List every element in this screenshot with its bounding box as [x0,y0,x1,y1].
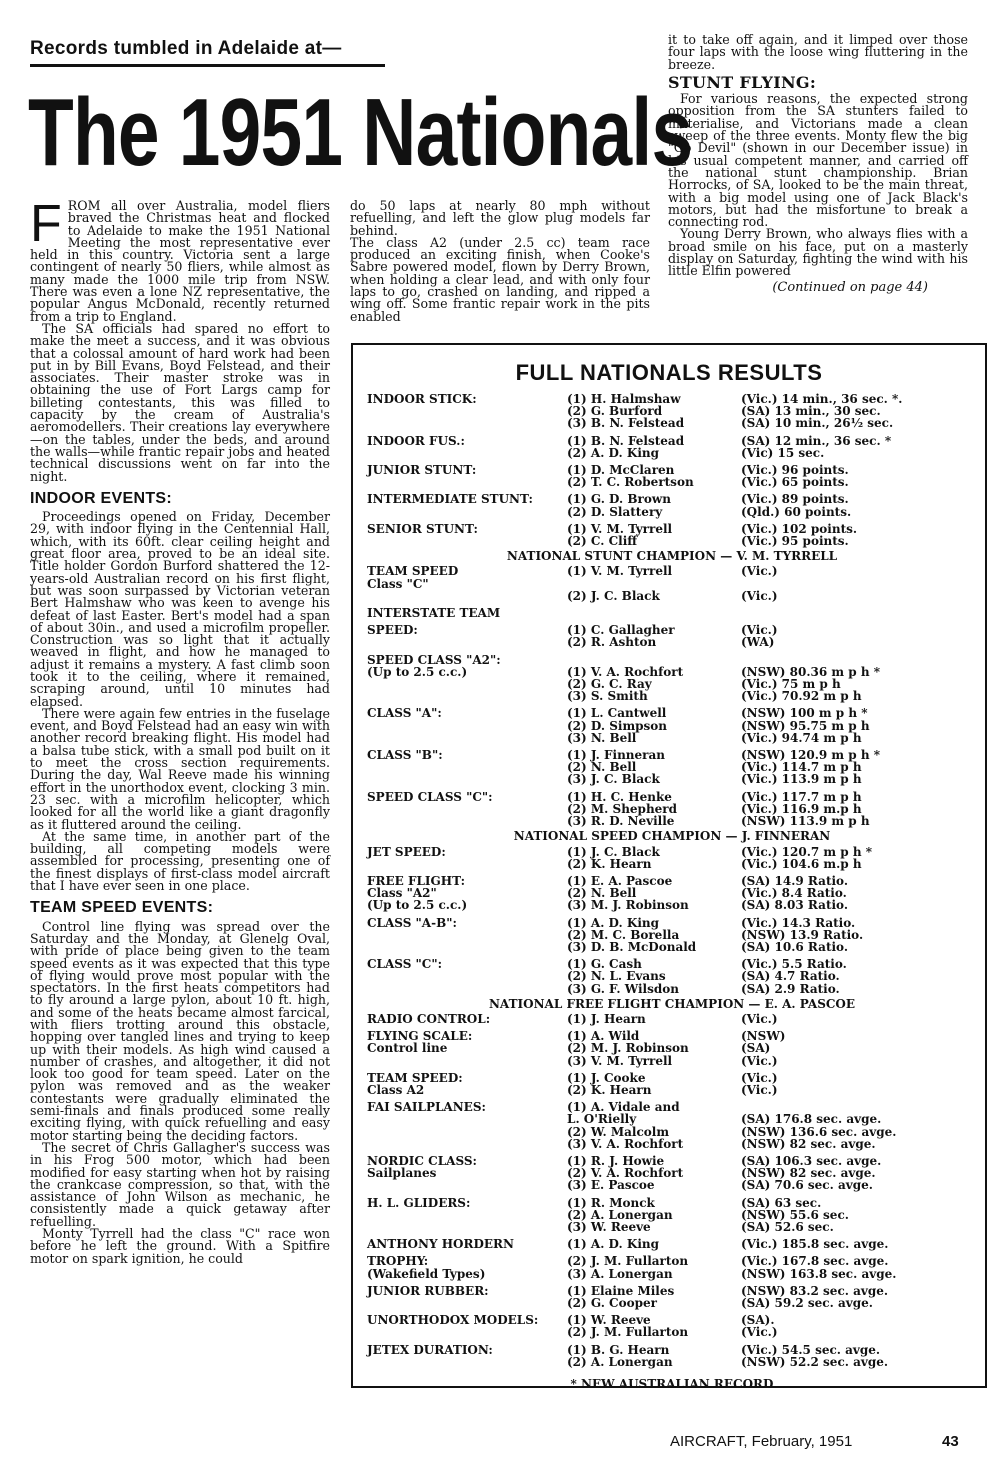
result-row [367,1013,977,1025]
result-row [367,1356,977,1368]
result-value: (SA) 52.6 sec. [741,1219,834,1234]
record-note: * NEW AUSTRALIAN RECORD [570,1377,774,1392]
result-row [367,983,977,995]
placing: (2) A. Lonergan [567,1354,673,1369]
result-row [367,578,977,590]
middle-column [350,200,650,323]
result-row [367,773,977,785]
placing: (2) J. M. Fullarton [567,1254,689,1269]
placing: (2) V. A. Rochfort [567,1166,684,1181]
placing: (2) D. Simpson [567,718,668,733]
result-value: (Vic.) 65 points. [741,475,849,490]
event-name: (Up to 2.5 c.c.) [367,664,468,679]
event-name: TEAM SPEED: [367,1070,463,1085]
event-name [367,803,567,815]
placing: (1) J. C. Black [567,844,660,859]
result-value: (Vic.) 120.7 m p h * [741,844,873,859]
event-name [367,720,567,732]
placing: (3) J. C. Black [567,772,660,787]
result-value: (SA) 14.9 Ratio. [741,873,849,888]
placing: (1) B. N. Felstead [567,433,685,448]
champion-line: NATIONAL FREE FLIGHT CHAMPION — E. A. PASCOE [488,996,856,1011]
event-name: CLASS "A": [367,706,442,721]
placing: (1) J. Finneran [567,748,665,763]
event-name [367,1113,567,1125]
result-row [367,476,977,488]
event-name [367,929,567,941]
result-row [367,1285,977,1297]
placing: (1) E. A. Pascoe [567,873,673,888]
result-value: (SA) 176.8 sec. avge. [741,1112,882,1127]
result-row [367,636,977,648]
kicker-rule [30,64,385,67]
event-name: Class "C" [367,576,429,591]
indoor-heading: INDOOR EVENTS: [30,489,172,507]
results-title: FULL NATIONALS RESULTS [515,360,823,385]
result-row [367,970,977,982]
result-value: (NSW) 95.75 m p h [741,718,870,733]
event-name: INTERMEDIATE STUNT: [367,492,533,507]
event-name [367,417,567,429]
placing: (1) G. Cash [567,957,642,972]
result-row [367,1326,977,1338]
placing: (1) H. Halmshaw [567,392,681,406]
result-value: (Vic.) 95 points. [741,534,849,549]
result-value: (Vic) 15 sec. [741,445,825,460]
placing: (2) J. M. Fullarton [567,1325,689,1340]
result-value: (Vic.) 89 points. [741,492,849,507]
result-row [367,899,977,911]
right-column [668,34,968,294]
event-name [367,1138,567,1150]
event-name: JETEX DURATION: [367,1342,493,1357]
result-value: (SA) [741,1041,771,1056]
results-box [351,343,987,1392]
event-name [367,678,567,690]
page-number: 43 [942,1433,959,1450]
event-name: INDOOR STICK: [367,392,477,406]
result-row [367,1072,977,1084]
placing [567,578,741,590]
kicker-headline: Records tumbled in Adelaide at— [30,38,342,59]
indoor-para-3: At the same time, in another part of the building, all competing models were assembled for processing, presenting one of the finest displays of first-class model aircraft that I have ever seen in one place. [30,828,330,894]
event-name: ANTHONY HORDERN [367,1237,514,1252]
result-row [367,393,977,405]
event-name [367,815,567,827]
result-value: (Vic.) 113.9 m p h [741,772,862,787]
event-name [367,1209,567,1221]
result-row [367,1179,977,1191]
result-value: (SA) 10 min., 26½ sec. [741,416,894,431]
result-row [367,1344,977,1356]
placing: (1) J. Hearn [567,1011,646,1026]
result-row [367,1255,977,1267]
result-value: (SA) 59.2 sec. avge. [741,1296,873,1310]
stunt-para-2: Young Derry Brown, who always flies with a broad smile on his face, put on a masterly display on Saturday, fighting the wind with his little Elfin powered [668,226,968,279]
placing: L. O'Rielly [567,1112,637,1127]
event-name: RADIO CONTROL: [367,1011,491,1026]
placing: (3) W. Reeve [567,1219,651,1234]
result-row [367,1209,977,1221]
event-name [367,535,567,547]
event-name [367,447,567,459]
article-title: The 1951 Nationals [28,79,693,186]
event-name: SPEED: [367,623,418,638]
result-row [367,565,977,577]
result-row [367,1221,977,1233]
result-value: (SA) 106.3 sec. avge. [741,1153,882,1168]
placing: (3) V. M. Tyrrell [567,1053,673,1068]
result-value: (Vic.) 116.9 m.p h [741,801,862,816]
result-value: (SA) 4.7 Ratio. [741,969,840,984]
team-heading: TEAM SPEED EVENTS: [30,899,214,917]
placing: (2) N. Bell [567,760,637,775]
placing: (1) L. Cantwell [567,706,667,721]
team-para-3: Monty Tyrrell had the class "C" race won before he left the ground. With a Spitfire motor on spark ignition, he could [30,1226,330,1266]
event-name: INDOOR FUS.: [367,433,465,448]
event-name [367,590,567,602]
result-row [367,1197,977,1209]
event-name: FAI SAILPLANES: [367,1100,486,1115]
event-name [367,1356,567,1368]
result-value: (NSW) 120.9 m p h * [741,748,881,763]
result-value: (SA) 13 min., 30 sec. [741,404,881,419]
result-value: (Vic.) 94.74 m p h [741,730,862,745]
result-value: (NSW) 113.9 m p h [741,814,870,829]
event-name: H. L. GLIDERS: [367,1195,471,1210]
placing: (2) D. Slattery [567,504,663,519]
event-name [367,983,567,995]
result-row [367,846,977,858]
event-name [367,1126,567,1138]
placing: (2) W. Malcolm [567,1124,670,1139]
event-name [367,690,567,702]
result-row [367,707,977,719]
result-row [367,958,977,970]
drop-cap: F [30,195,62,253]
placing: (3) R. D. Neville [567,814,675,829]
result-value: (Vic.) 102 points. [741,521,858,536]
event-name: JET SPEED: [367,844,446,859]
placing: (1) A. Wild [567,1029,640,1044]
event-name: (Up to 2.5 c.c.) [367,898,468,913]
result-row [367,1042,977,1054]
placing: (2) N. Bell [567,886,637,901]
event-name: FLYING SCALE: [367,1029,473,1044]
placing: (3) A. Lonergan [567,1266,673,1281]
result-row [367,720,977,732]
event-name [367,732,567,744]
result-row [367,590,977,602]
placing: (1) B. G. Hearn [567,1342,670,1357]
result-row [367,858,977,870]
result-value: (Vic.) [741,623,778,638]
placing: (1) H. C. Henke [567,789,672,804]
result-value: (Vic.) [741,1011,778,1026]
event-name [367,405,567,417]
champion-line: NATIONAL SPEED CHAMPION — J. FINNERAN [513,829,831,844]
event-name: Class "A2" [367,886,437,901]
placing [567,607,741,619]
result-value: (Vic.) 185.8 sec. avge. [741,1237,889,1252]
right-para-1: it to take off again, and it limped over those four laps with the loose wing fluttering in the breeze. [668,32,968,72]
intro-para [30,195,330,324]
placing: (2) M. Shepherd [567,801,678,816]
placing: (1) G. D. Brown [567,492,671,507]
event-name: FREE FLIGHT: [367,873,466,888]
result-value: (NSW) 83.2 sec. avge. [741,1283,889,1298]
event-name [367,858,567,870]
event-name: JUNIOR STUNT: [367,463,477,478]
result-value: (NSW) 52.2 sec. avge. [741,1354,889,1369]
results-table [367,393,977,1390]
champion-line: NATIONAL STUNT CHAMPION — V. M. TYRRELL [506,549,838,564]
placing: (1) J. Cooke [567,1070,646,1085]
event-name [367,1179,567,1191]
event-name: TEAM SPEED [367,564,459,579]
placing: (2) G. Cooper [567,1296,657,1310]
event-name [367,761,567,773]
result-value: (Qld.) 60 points. [741,504,852,519]
placing: (1) C. Gallagher [567,623,675,638]
event-name: JUNIOR RUBBER: [367,1283,489,1298]
result-row [367,417,977,429]
team-para-2: The secret of Chris Gallagher's success was in his Frog 500 motor, which had been modified for easy starting when hot by raising the crankcase compression, so that, with the assistance of John Wilson as mechanic, he consistently made a quick getaway after refuelling. [30,1139,330,1229]
result-row [367,666,977,678]
placing: (3) M. J. Robinson [567,898,689,913]
result-row [367,678,977,690]
event-name: CLASS "A-B": [367,915,457,930]
continued-note: (Continued on page 44) [772,279,928,295]
intro-text: ROM all over Australia, model fliers braved the Christmas heat and flocked to Adelaide to make the 1951 National Meeting the most representative ever held in this country. Victoria sent a large contingent of nearly 50 fliers, while almost as many made the 1000 mile trip from NSW. There was even a lone NZ representative, the popular Angus McDonald, recently returned from a trip to England. [30,198,330,324]
indoor-para-1: Proceedings opened on Friday, December 29, with indoor flying in the Centennial Hall, which, with its 60ft. clear ceiling height and great floor area, proved to be an ideal site. Title holder Gordon Burford shattered the 12-years-old Australian record on his first flight, but was soon surpassed by Victorian veteran Bert Halmshaw who was keen to avenge his defeat of last Easter. Bert's model had a span of about 30in., and used a microfilm propeller. Construction was so light that it actually weaved in flight, and how he managed to adjust it remains a mystery. A fast climb soon took it to the ceiling, where it remained, scraping around, until 10 minutes had elapsed. [30,509,330,709]
placing: (2) T. C. Robertson [567,475,694,490]
result-row [367,1297,977,1309]
event-name [367,1221,567,1233]
result-value: (SA) 2.9 Ratio. [741,981,840,996]
placing: (1) W. Reeve [567,1313,651,1328]
result-row [367,1138,977,1150]
event-name: CLASS "C": [367,957,443,972]
result-value: (Vic.) 8.4 Ratio. [741,886,847,901]
result-row [367,506,977,518]
result-row [367,523,977,535]
placing: (2) K. Hearn [567,1082,652,1097]
result-row [367,1238,977,1250]
placing: (1) A. Vidale and [567,1100,680,1115]
result-value: (Vic.) [741,1082,778,1097]
placing: (3) D. B. McDonald [567,939,697,954]
result-row [367,761,977,773]
result-value: (Vic.) 117.7 m p h [741,789,862,804]
placing: (2) M. J. Robinson [567,1041,689,1056]
result-value: (NSW) 136.6 sec. avge. [741,1124,897,1139]
result-row [367,493,977,505]
placing: (1) D. McClaren [567,463,675,478]
event-name: Control line [367,1041,448,1056]
placing: (1) V. M. Tyrrell [567,564,673,579]
result-value: (Vic.) 5.5 Ratio. [741,957,847,972]
result-value: (SA) 70.6 sec. avge. [741,1178,873,1193]
result-row [367,875,977,887]
result-row [367,749,977,761]
placing: (1) A. D. King [567,915,659,930]
event-name: TROPHY: [367,1254,429,1269]
placing: (2) G. Burford [567,404,663,419]
result-value: (Vic.) 14 min., 36 sec. *. [741,392,903,406]
placing: (3) B. N. Felstead [567,416,685,431]
result-value: (NSW) 163.8 sec. avge. [741,1266,897,1281]
placing: (2) N. L. Evans [567,969,666,984]
result-value: (Vic.) [741,1325,778,1340]
event-name: Class A2 [367,1082,425,1097]
result-row [367,447,977,459]
result-row [367,624,977,636]
event-name: INTERSTATE TEAM [367,606,501,621]
placing: (2) C. Cliff [567,534,638,549]
result-value: (SA) 12 min., 36 sec. * [741,433,892,448]
result-value: (WA) [741,635,775,650]
placing: (3) G. F. Wilsdon [567,981,679,996]
result-value: (Vic.) 104.6 m.p h [741,856,862,871]
event-name [367,1297,567,1309]
result-row [367,941,977,953]
placing: (1) V. A. Rochfort [567,664,684,679]
event-name [367,970,567,982]
event-name [367,941,567,953]
team-para-1: Control line flying was spread over the Saturday and the Monday, at Glenelg Oval, with pride of place being given to the team speed events as it was expected that this type of flying would prove most popular with the spectators. In the first heats competitors had to fly around a large pylon, about 10 ft. high, and some of the heats became almost farcical, with fliers trotting around this obstacle, hopping over tangled lines and trying to keep up with their models. As high wind caused a number of crashes, and altogether, it did not look too good for team speed. Later on the pylon was removed and as the weaker contestants were gradually eliminated the semi-finals and finals produced some really exciting flying, with quick refuelling and easy motor starting being the deciding factors. [30,918,330,1143]
placing: (2) A. D. King [567,445,659,460]
mid-para-2: The class A2 (under 2.5 cc) team race produced an exciting finish, when Cooke's Sabre powered model, flown by Derry Brown, when holding a clear lead, and with only four laps to go, crashed on landing, and ripped a wing off. Some frantic repair work in the pits enabled [350,234,650,324]
result-row [367,535,977,547]
result-row [367,1113,977,1125]
left-column [30,195,330,1266]
intro-para-2: The SA officials had spared no effort to make the meet a success, and it was obvious that a colossal amount of hard work had been put in by Bill Evans, Boyd Felstead, and their associates. Their master stroke was in obtaining the use of Fort Largs camp for billeting contestants, this was filled to capacity by the cream of Australia's aeromodellers. Their creations lay everywhere—on the tables, under the beds, and around the walls—while frantic repair jobs and heated technical discussions went on far into the night. [30,320,330,484]
result-value: (SA) 8.03 Ratio. [741,898,849,913]
result-row [367,607,977,619]
result-value: (SA) 63 sec. [741,1195,822,1210]
result-value: (NSW) 82 sec. avge. [741,1136,876,1151]
result-value: (NSW) 55.6 sec. [741,1207,849,1222]
event-name: UNORTHODOX MODELS: [367,1313,539,1328]
result-value: (Vic.) [741,1053,778,1068]
event-name [367,1326,567,1338]
result-value: (Vic.) [741,1070,778,1085]
result-row [367,1167,977,1179]
result-value: (NSW) 80.36 m p h * [741,664,881,679]
placing: (3) V. A. Rochfort [567,1136,684,1151]
event-name: (Wakefield Types) [367,1266,486,1281]
result-row [367,435,977,447]
result-value: (Vic.) 114.7 m p h [741,760,862,775]
result-value: (Vic.) 75 m p h [741,677,841,692]
event-name [367,1055,567,1067]
stunt-para-1: For various reasons, the expected strong opposition from the SA stunters failed to materialise, and Victorians made a clean sweep of the three events. Monty flew the big "Go Devil" (shown in our December issue) in his usual competent manner, and carried off the national stunt championship. Brian Horrocks, of SA, looked to be the main threat, with a big model using one of Jack Black's motors, but had the misfortune to break a connecting rod. [668,91,968,230]
result-value: (SA). [741,1313,775,1328]
result-row [367,732,977,744]
result-value: (NSW) 82 sec. avge. [741,1166,876,1181]
event-name: NORDIC CLASS: [367,1153,477,1168]
result-value: (NSW) 100 m p h * [741,706,868,721]
result-value: (Vic.) [741,564,778,579]
result-value: (NSW) 13.9 Ratio. [741,927,864,942]
placing: (2) R. Ashton [567,635,657,650]
result-value: (SA) 10.6 Ratio. [741,939,849,954]
result-row [367,1268,977,1280]
placing: (3) N. Bell [567,730,637,745]
result-value: (NSW) [741,1029,786,1044]
result-row [367,1101,977,1113]
event-name: SPEED CLASS "A2": [367,652,501,667]
result-value: (Vic.) 14.3 Ratio. [741,915,856,930]
placing: (3) S. Smith [567,689,648,704]
result-value: (Vic.) [741,588,778,603]
result-value: (Vic.) 54.5 sec. avge. [741,1342,881,1357]
event-name [367,636,567,648]
placing: (1) V. M. Tyrrell [567,521,673,536]
result-row [367,1055,977,1067]
result-row [367,917,977,929]
placing: (2) K. Hearn [567,856,652,871]
event-name [367,773,567,785]
result-value: (Vic.) 167.8 sec. avge. [741,1254,889,1269]
placing: (3) E. Pascoe [567,1178,655,1193]
placing: (1) A. D. King [567,1237,659,1252]
event-name: SENIOR STUNT: [367,521,478,536]
stunt-heading: STUNT FLYING: [668,72,817,92]
event-name: Sailplanes [367,1166,437,1181]
result-row [367,690,977,702]
result-value: (Vic.) 70.92 m p h [741,689,862,704]
event-name: SPEED CLASS "C": [367,789,493,804]
magazine-footer: AIRCRAFT, February, 1951 [670,1433,853,1450]
placing: (1) Elaine Miles [567,1283,675,1298]
event-name [367,476,567,488]
result-row [367,1084,977,1096]
result-row [367,815,977,827]
indoor-para-2: There were again few entries in the fuselage event, and Boyd Felstead had an easy win with another record breaking flight. His model had a balsa tube stick, with a small pod built on it to meet the cross section requirements. During the day, Wal Reeve made his winning effort in the unorthodox event, clocking 3 min. 23 sec. with a microfilm helicopter, which looked for all the world like a giant dragonfly as it fluttered around the ceiling. [30,705,330,832]
mid-para-1: do 50 laps at nearly 80 mph without refuelling, and left the glow plug models far behind. [350,198,650,238]
placing: (2) A. Lonergan [567,1207,673,1222]
event-name [367,506,567,518]
placing: (1) R. J. Howie [567,1153,665,1168]
placing: (2) G. C. Ray [567,677,652,692]
event-name: CLASS "B": [367,748,443,763]
placing: (2) M. C. Borella [567,927,680,942]
placing: (1) R. Monck [567,1195,655,1210]
result-value: (Vic.) 96 points. [741,463,849,478]
placing: (2) J. C. Black [567,588,660,603]
result-row [367,1126,977,1138]
